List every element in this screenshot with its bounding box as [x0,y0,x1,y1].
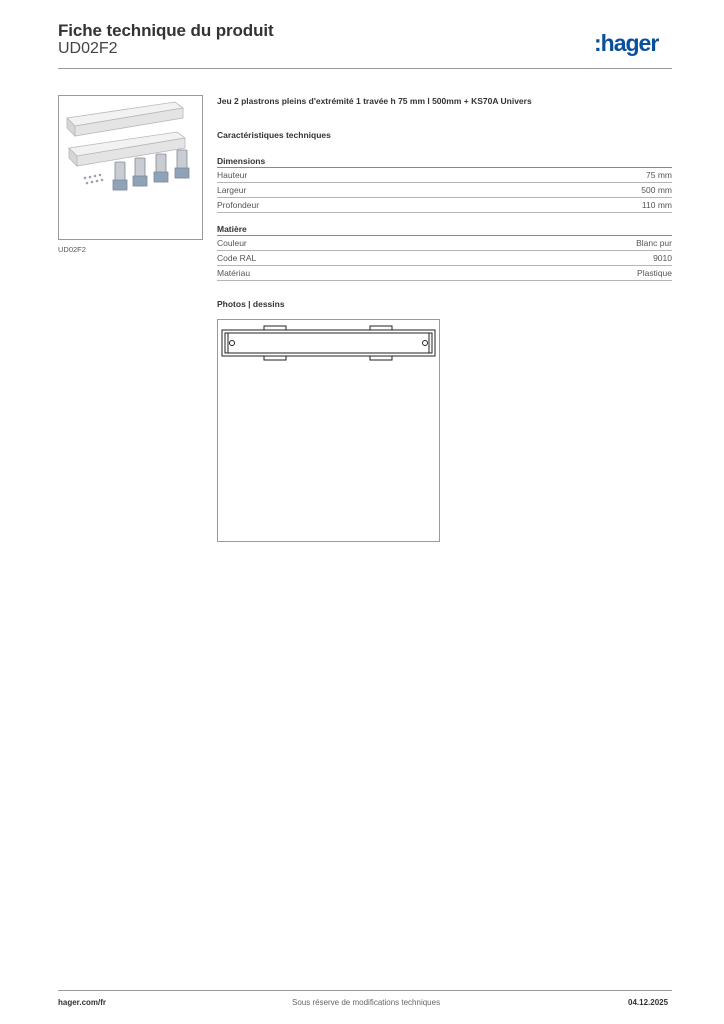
spec-row [217,198,672,213]
spec-label: Profondeur [217,200,260,210]
spec-group-title: Dimensions [217,155,672,168]
spec-value: 110 mm [641,200,672,210]
document-title: Fiche technique du produit [58,21,274,40]
header-divider [58,68,672,69]
blanking-plate-1-icon [67,102,183,136]
spec-row [217,168,672,183]
spec-label: Couleur [217,238,247,248]
spec-row [217,183,672,198]
spec-group-material [217,223,672,281]
spec-label: Largeur [217,185,247,195]
plate-drawing-icon [218,320,439,541]
spec-row [217,251,672,266]
footer-disclaimer: Sous réserve de modifications techniques [292,998,441,1007]
spec-group-title: Matière [217,223,672,236]
spec-row [217,266,672,281]
hager-logo-text: :hager [594,30,659,56]
product-description: Jeu 2 plastrons pleins d'extrémité 1 travée h 75 mm l 500mm + KS70A Univers [217,96,532,106]
footer-date: 04.12.2025 [628,998,669,1007]
spec-value: Plastique [637,268,672,278]
product-image-caption: UD02F2 [58,245,86,254]
footer-divider [58,990,672,991]
footer-website-link[interactable]: hager.com/fr [58,998,107,1007]
spec-label: Code RAL [217,253,257,263]
product-image [58,95,203,240]
blanking-plate-2-icon [69,132,185,166]
screws-icon [84,174,104,185]
spec-value: Blanc pur [636,238,672,248]
technical-drawing [217,319,440,542]
specs-heading: Caractéristiques techniques [217,130,331,140]
spec-value: 9010 [653,253,672,263]
hager-logo [594,30,674,58]
spec-label: Matériau [217,268,251,278]
spec-value: 75 mm [646,170,672,180]
spec-label: Hauteur [217,170,248,180]
spec-value: 500 mm [641,185,672,195]
product-reference: UD02F2 [58,40,118,57]
spec-group-dimensions [217,155,672,213]
photos-heading: Photos | dessins [217,299,285,309]
spec-row [217,236,672,251]
